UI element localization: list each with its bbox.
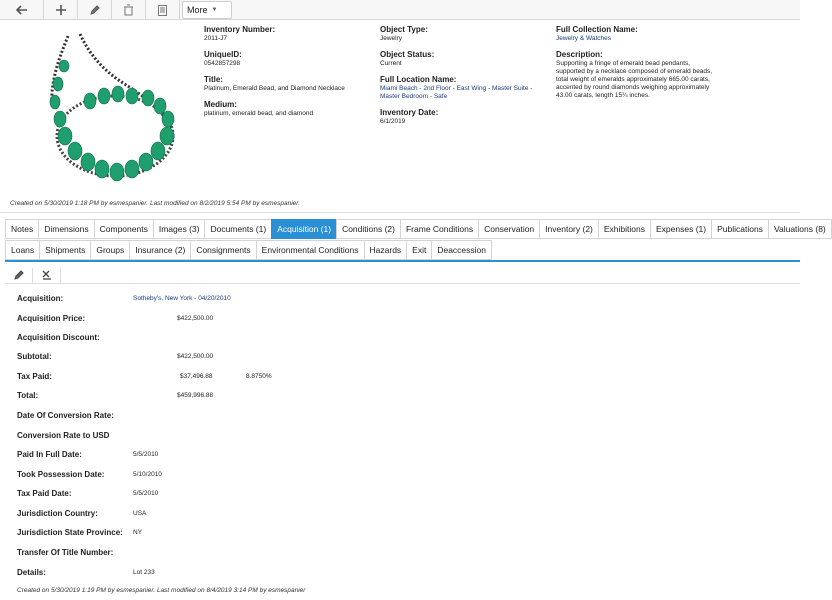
object-photo[interactable]: [20, 26, 190, 186]
record-column-2: [380, 25, 545, 133]
chevron-down-icon: ▼: [211, 7, 218, 13]
conversion-rate-row: [0, 431, 800, 445]
plus-icon: [56, 5, 66, 15]
tab-loans[interactable]: Loans: [5, 240, 40, 260]
tab-exhibitions[interactable]: Exhibitions: [598, 219, 651, 239]
object-status-label: Object Status:: [380, 50, 435, 59]
tab-row-1: [5, 219, 831, 239]
tab-exit[interactable]: Exit: [406, 240, 432, 260]
jurisdiction-country-value: USA: [133, 510, 147, 517]
collection-link[interactable]: Jewelry & Watches: [556, 35, 612, 42]
paid-in-full-row: [0, 450, 800, 464]
inventory-number-label: Inventory Number:: [204, 25, 276, 34]
tab-publications[interactable]: Publications: [711, 219, 769, 239]
medium-value: platinum, emerald bead, and diamond: [204, 110, 314, 117]
add-button[interactable]: [44, 0, 78, 20]
description-value: Supporting a fringe of emerald bead pendants, supported by a necklace composed of emerald beads, total weight of emeralds approximately 665.00 carats, accented by round diamonds weighing approximately 43.00 carats, length 15¼ inches.: [556, 60, 713, 99]
took-possession-label: Took Possession Date:: [17, 470, 105, 479]
more-dropdown[interactable]: [182, 1, 232, 19]
necklace-image: [20, 26, 190, 186]
tab-row-2: [5, 240, 491, 260]
acquisition-price-row: [0, 314, 800, 328]
jurisdiction-country-row: [0, 509, 800, 523]
tab-notes[interactable]: Notes: [5, 219, 39, 239]
pencil-icon: [14, 267, 24, 285]
back-button[interactable]: [0, 0, 44, 20]
acquisition-row: [0, 294, 800, 308]
delete-button[interactable]: [112, 0, 146, 20]
date-conversion-rate-row: [0, 411, 800, 425]
tab-acquisition[interactable]: Acquisition (1): [271, 219, 337, 239]
more-label: More: [187, 5, 208, 15]
tab-expenses[interactable]: Expenses (1): [650, 219, 712, 239]
document-icon: [158, 5, 167, 16]
acquisition-price-label: Acquisition Price:: [17, 314, 86, 323]
tab-valuations[interactable]: Valuations (8): [768, 219, 832, 239]
tax-rate-value: 8.8750%: [246, 373, 272, 380]
acquisition-discount-row: [0, 333, 800, 347]
tab-dimensions[interactable]: Dimensions: [38, 219, 94, 239]
inventory-date-value: 6/1/2019: [380, 118, 406, 125]
description-label: Description:: [556, 50, 603, 59]
tax-paid-date-row: [0, 489, 800, 503]
tab-environmental-conditions[interactable]: Environmental Conditions: [256, 240, 365, 260]
tab-shipments[interactable]: Shipments: [39, 240, 91, 260]
total-label: Total:: [17, 391, 39, 400]
details-value: Lot 233: [133, 569, 155, 576]
collection-label: Full Collection Name:: [556, 25, 638, 34]
tax-paid-value: $37,496.88: [180, 373, 213, 380]
date-conversion-rate-label: Date Of Conversion Rate:: [17, 411, 114, 420]
inventory-date-label: Inventory Date:: [380, 108, 439, 117]
record-summary: [0, 20, 800, 213]
record-column-1: [204, 25, 369, 125]
back-arrow-icon: [16, 5, 28, 15]
edit-button[interactable]: [78, 0, 112, 20]
inventory-number-value: 2011-J7: [204, 35, 228, 42]
main-toolbar: [0, 0, 800, 20]
acquisition-link[interactable]: Sotheby's, New York - 04/20/2010: [133, 295, 231, 302]
tab-insurance[interactable]: Insurance (2): [129, 240, 191, 260]
object-status-value: Current: [380, 60, 402, 67]
record-column-3: [556, 25, 716, 107]
tab-frame-conditions[interactable]: Frame Conditions: [400, 219, 479, 239]
document-button[interactable]: [146, 0, 180, 20]
tab-documents[interactable]: Documents (1): [204, 219, 272, 239]
tax-paid-row: [0, 372, 800, 386]
delete-document-icon: [42, 267, 52, 285]
edit-acquisition-button[interactable]: [5, 268, 33, 284]
jurisdiction-state-row: [0, 528, 800, 542]
delete-acquisition-button[interactable]: [33, 268, 61, 284]
subtotal-row: [0, 352, 800, 366]
tab-conditions[interactable]: Conditions (2): [336, 219, 401, 239]
pencil-icon: [90, 5, 100, 15]
conversion-rate-label: Conversion Rate to USD: [17, 431, 110, 440]
acquisition-detail: [0, 284, 800, 600]
paid-in-full-value: 5/5/2010: [133, 451, 159, 458]
subtotal-value: $422,500.00: [177, 353, 214, 360]
record-created-modified: Created on 5/30/2019 1:18 PM by esmespanier. Last modified on 8/2/2019 5:54 PM by esmespanier.: [10, 200, 301, 207]
detail-toolbar: [5, 268, 800, 284]
active-tab-underline: [5, 260, 800, 262]
tab-images[interactable]: Images (3): [153, 219, 206, 239]
transfer-title-row: [0, 548, 800, 562]
jurisdiction-state-value: NY: [133, 529, 143, 536]
acquisition-discount-label: Acquisition Discount:: [17, 333, 100, 342]
total-value: $459,996.88: [177, 392, 214, 399]
jurisdiction-state-label: Jurisdiction State Province:: [17, 528, 123, 537]
took-possession-row: [0, 470, 800, 484]
record-tabs: [0, 219, 826, 261]
took-possession-value: 5/10/2010: [133, 471, 162, 478]
tax-paid-label: Tax Paid:: [17, 372, 52, 381]
paid-in-full-label: Paid In Full Date:: [17, 450, 82, 459]
tax-paid-date-label: Tax Paid Date:: [17, 489, 72, 498]
medium-label: Medium:: [204, 100, 237, 109]
trash-icon: [124, 5, 133, 15]
tab-groups[interactable]: Groups: [90, 240, 130, 260]
title-value: Platinum, Emerald Bead, and Diamond Necklace: [204, 85, 345, 92]
transfer-title-label: Transfer Of Title Number:: [17, 548, 114, 557]
jurisdiction-country-label: Jurisdiction Country:: [17, 509, 98, 518]
title-label: Title:: [204, 75, 223, 84]
tab-components[interactable]: Components: [94, 219, 154, 239]
tax-paid-date-value: 5/5/2010: [133, 490, 159, 497]
object-type-value: Jewelry: [380, 35, 403, 42]
tab-conservation[interactable]: Conservation: [478, 219, 540, 239]
uniqueid-label: UniqueID:: [204, 50, 242, 59]
acquisition-label: Acquisition:: [17, 294, 64, 303]
object-type-label: Object Type:: [380, 25, 428, 34]
details-label: Details:: [17, 568, 46, 577]
total-row: [0, 391, 800, 405]
details-row: [0, 568, 800, 582]
location-link[interactable]: Miami Beach - 2nd Floor - East Wing - Master Suite - Master Bedroom - Safe: [380, 85, 533, 100]
tab-consignments[interactable]: Consignments: [190, 240, 256, 260]
acquisition-created-modified: Created on 5/30/2019 1:19 PM by esmespanier. Last modified on 8/4/2019 3:14 PM by esmespanier: [17, 587, 306, 594]
acquisition-price-value: $422,500.00: [177, 315, 214, 322]
tab-inventory[interactable]: Inventory (2): [539, 219, 599, 239]
subtotal-label: Subtotal:: [17, 352, 52, 361]
uniqueid-value: 0542857298: [204, 60, 241, 67]
tab-deaccession[interactable]: Deaccession: [431, 240, 492, 260]
tab-hazards[interactable]: Hazards: [364, 240, 408, 260]
location-label: Full Location Name:: [380, 75, 457, 84]
